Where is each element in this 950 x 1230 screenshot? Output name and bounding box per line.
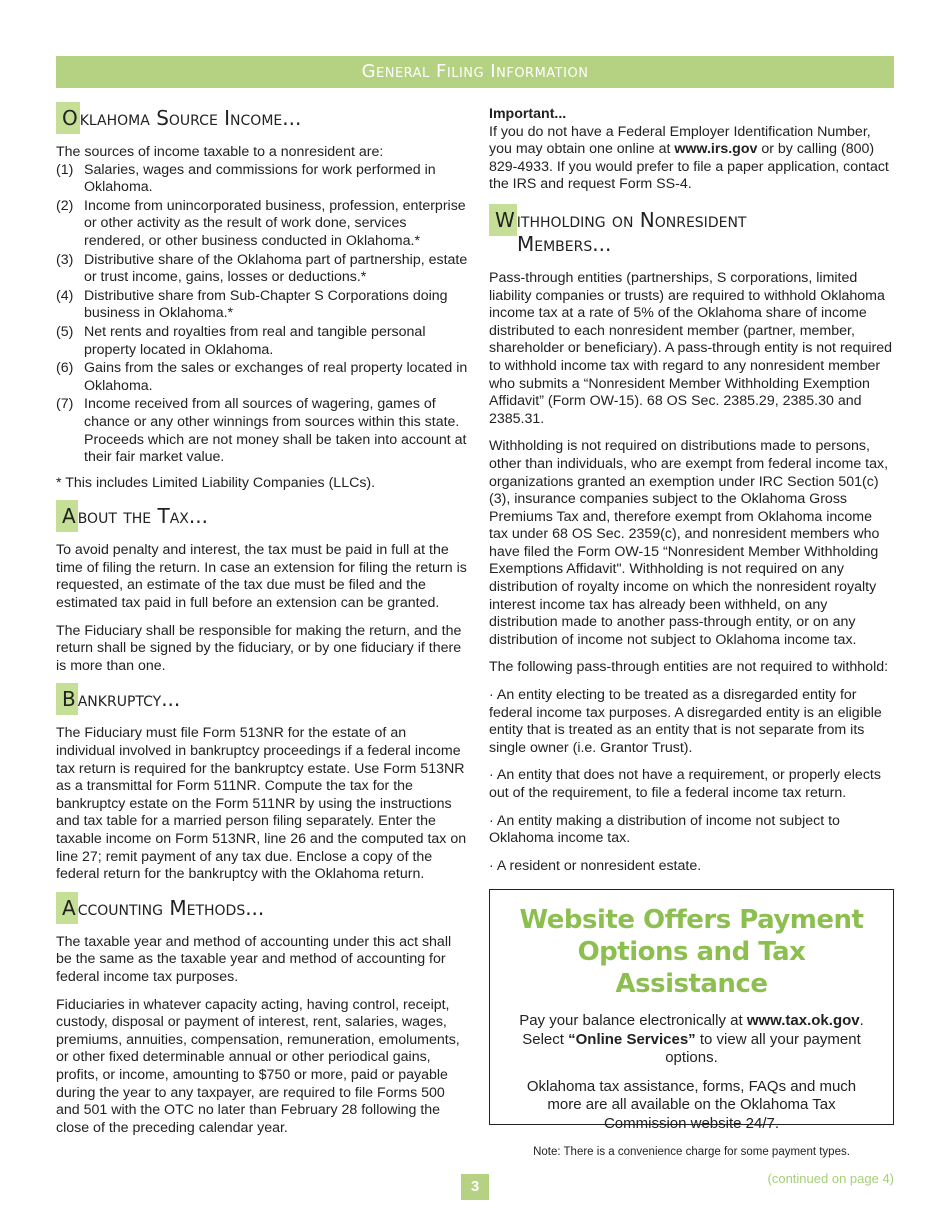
convenience-note: Note: There is a convenience charge for some payment types. xyxy=(533,1146,850,1159)
source-income-intro: The sources of income taxable to a nonresident are: xyxy=(56,144,384,160)
online-services-label: “Online Services” xyxy=(568,1030,696,1048)
llc-footnote: * This includes Limited Liability Companies (LLCs). xyxy=(56,474,376,491)
tax-website-link[interactable]: www.tax.ok.gov xyxy=(746,1012,860,1030)
source-income-list xyxy=(56,162,468,467)
page-number: 3 xyxy=(461,1174,489,1200)
bankruptcy-heading: B ankruptcy... xyxy=(56,687,468,711)
irs-link[interactable]: www.irs.gov xyxy=(674,141,758,158)
list-item: · A resident or nonresident estate. xyxy=(489,857,702,874)
list-item: (3) Distributive share of the Oklahoma part of partnership, estate or trust income, gains, losses or deductions.* xyxy=(56,251,468,286)
list-item: (5) Net rents and royalties from real and tangible personal property located in Oklahoma. xyxy=(56,323,426,358)
withholding-paragraph-3: The following pass-through entities are not required to withhold: xyxy=(489,659,889,676)
assistance-paragraph: Oklahoma tax assistance, forms, FAQs and much more are all available on the Oklahoma Tax Commission website 24/7. xyxy=(526,1077,857,1132)
accounting-paragraph-1: The taxable year and method of accounting under this act shall be the same as the taxable year and method of accounting for federal income tax purposes. xyxy=(56,933,452,985)
website-box-title: Website Offers Payment Options and Tax Assistance xyxy=(519,905,864,1000)
withholding-heading: W ithholding on Nonresident Members... xyxy=(489,208,894,256)
important-paragraph: If you do not have a Federal Employer Identification Number, you may obtain one online at www.irs.gov or by calling (800) 829-4933. If you would prefer to file a paper application, contact the IRS and request Form SS-4. xyxy=(489,123,889,193)
list-item: (7) Income received from all sources of wagering, games of chance or any other winnings from sources within this state. Proceeds which are not money shall be taken into account at their fair market value. xyxy=(56,396,467,466)
payment-paragraph: Pay your balance electronically at www.tax.ok.gov. Select “Online Services” to view all your payment options. xyxy=(519,1012,864,1067)
about-tax-paragraph-2: The Fiduciary shall be responsible for making the return, and the return shall be signed by the fiduciary, or by one fiduciary if there is more than one. xyxy=(56,622,462,674)
about-tax-paragraph-1: To avoid penalty and interest, the tax must be paid in full at the time of filing the return. In case an extension for filing the return is requested, an estimate of the tax due must be filed and the estimated tax paid in full before an extension can be granted. xyxy=(56,542,467,612)
accounting-methods-heading: A ccounting Methods... xyxy=(56,896,468,920)
list-item: · An entity making a distribution of income not subject to Oklahoma income tax. xyxy=(489,812,840,847)
about-the-tax-heading: A bout the Tax... xyxy=(56,504,468,528)
left-column xyxy=(56,106,468,1147)
section-banner: General Filing Information xyxy=(56,56,894,88)
right-column xyxy=(489,106,894,1159)
withholding-paragraph-1: Pass-through entities (partnerships, S corporations, limited liability companies or trusts) are required to withhold Oklahoma income tax at a rate of 5% of the Oklahoma share of income distributed to each nonresident member (partner, member, shareholder or beneficiary). A pass-through entity is not required to withhold income tax with regard to any nonresident member who submits a “Nonresident Member Withholding Exemption Affidavit” (Form OW-15). 68 OS Sec. 2385.29, 2385.30 and 2385.31. xyxy=(489,269,892,427)
list-item: · An entity electing to be treated as a disregarded entity for federal income tax purposes. A disregarded entity is an eligible entity that is treated as an entity that is not separate from its single owner (i.e. Grantor Trust). xyxy=(489,687,882,756)
list-item: (1) Salaries, wages and commissions for work performed in Oklahoma. xyxy=(56,161,436,196)
bankruptcy-paragraph: The Fiduciary must file Form 513NR for the estate of an individual involved in bankruptcy proceedings if a federal income tax return is required for the bankruptcy estate. Use Form 513NR as a transmittal for Form 511NR. Compute the tax for the bankruptcy estate on the Form 511NR by using the instructions and tax table for a married person filing separately. Enter the taxable income on Form 513NR, line 26 and the computed tax on line 27; remit payment of any tax due. Enclose a copy of the federal return for the bankruptcy with the Oklahoma return. xyxy=(56,725,467,883)
website-info-box xyxy=(489,889,894,1159)
list-item: (2) Income from unincorporated business, profession, enterprise or other activity as the result of work done, services rendered, or other business conducted in Oklahoma.* xyxy=(56,197,466,249)
important-title: Important... xyxy=(489,106,567,122)
accounting-paragraph-2: Fiduciaries in whatever capacity acting, having control, receipt, custody, disposal or payment of interest, rent, salaries, wages, premiums, annuities, compensation, remuneration, emoluments, or other fixed determinable annual or other periodical gains, profits, or income, amounting to $750 or more, paid or payable during the year to any taxpayer, are required to file Forms 500 and 501 with the OTC no later than February 28 following the close of the preceding calendar year. xyxy=(56,996,460,1136)
list-item: · An entity that does not have a requirement, or properly elects out of the requirement, to file a federal income tax return. xyxy=(489,767,881,801)
list-item: (4) Distributive share from Sub-Chapter S Corporations doing business in Oklahoma.* xyxy=(56,287,448,322)
withholding-paragraph-2: Withholding is not required on distributions made to persons, other than individuals, who are exempt from federal income tax, organizations granted an exemption under IRC Section 501(c)(3), insurance companies subject to the Oklahoma Gross Premiums Tax and, therefore exempt from Oklahoma income tax under 68 OS Sec. 2359(c), and nonresident members who have filed the Form OW-15 “Nonresident Member Withholding Exemptions Affidavit". Withholding is not required on any distribution of royalty income on which the nonresident royalty interest income tax has already been withheld, on any distribution made to another pass-through entity, or on any distribution of income not subject to Oklahoma income tax. xyxy=(489,438,889,648)
continued-note: (continued on page 4) xyxy=(767,1171,894,1186)
list-item: (6) Gains from the sales or exchanges of real property located in Oklahoma. xyxy=(56,360,468,394)
oklahoma-source-income-heading: O klahoma Source Income... xyxy=(56,106,468,130)
